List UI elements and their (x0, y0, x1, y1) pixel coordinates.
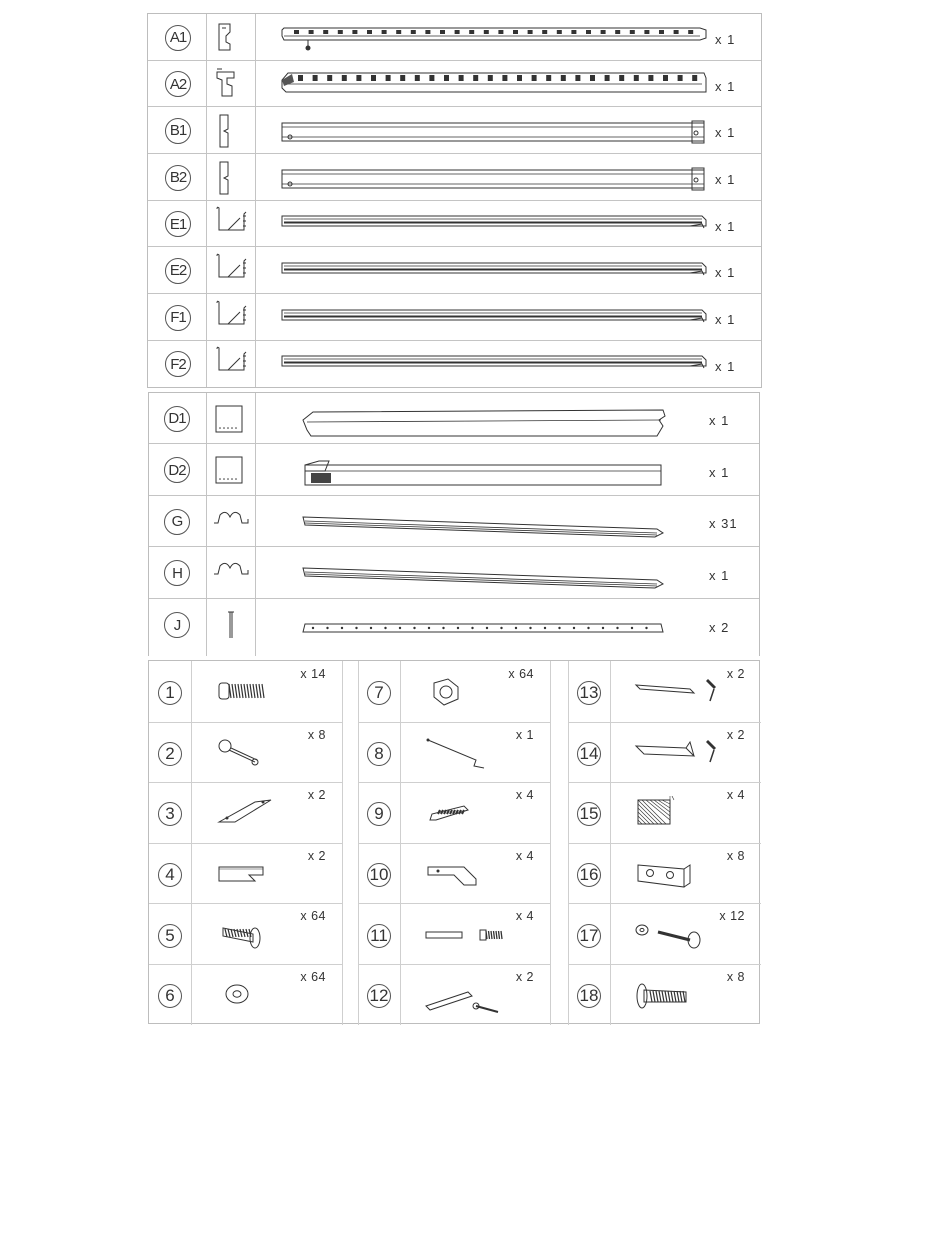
grid-line (342, 661, 343, 1025)
item-number: 8 (367, 742, 391, 766)
quantity: x 1 (715, 78, 736, 94)
cross-section-icon (214, 253, 250, 289)
angle-plate-icon (424, 857, 510, 893)
quantity: x 8 (307, 727, 326, 742)
hardware-item (358, 903, 550, 964)
quantity: x 2 (515, 970, 534, 984)
hardware-table (148, 660, 760, 1024)
part-label: F2 (165, 351, 191, 377)
quantity: x 2 (726, 667, 745, 681)
quantity: x 4 (515, 848, 534, 863)
beam-row (149, 393, 759, 444)
hardware-item (568, 782, 761, 843)
beam-row (149, 444, 759, 496)
hardware-item (358, 782, 550, 843)
part-drawing (280, 117, 708, 145)
item-number: 6 (158, 984, 182, 1008)
hardware-item (568, 661, 761, 722)
profile-row (148, 341, 761, 387)
profile-row (148, 61, 761, 107)
item-number: 16 (577, 863, 601, 887)
part-drawing (280, 210, 708, 238)
profile-row (148, 201, 761, 247)
item-number: 18 (577, 984, 601, 1008)
profile-row (148, 14, 761, 61)
quantity: x 1 (715, 32, 736, 47)
part-label: J (164, 612, 190, 638)
washer-and-screw-icon (634, 918, 720, 954)
hardware-item (358, 722, 550, 783)
part-drawing (280, 257, 708, 285)
item-number: 5 (158, 924, 182, 948)
quantity: x 1 (715, 265, 736, 280)
cross-section-icon (214, 20, 250, 56)
part-drawing (280, 350, 708, 378)
nut-icon (424, 675, 510, 711)
hardware-item (149, 722, 342, 783)
bolt-icon (215, 675, 301, 711)
hardware-item (149, 843, 342, 904)
profiles-table (147, 13, 762, 388)
hardware-item (358, 964, 550, 1025)
item-number: 4 (158, 863, 182, 887)
grid-line (550, 661, 551, 1025)
beams-table (148, 392, 760, 656)
strap-and-screw-icon (424, 978, 510, 1014)
beam-row (149, 599, 759, 651)
part-drawing (280, 70, 708, 98)
part-label: B2 (165, 165, 191, 191)
quantity: x 1 (709, 413, 730, 428)
quantity: x 4 (515, 909, 534, 924)
quantity: x 1 (715, 358, 736, 374)
cross-section-icon (214, 346, 250, 382)
bracket-plate-icon (215, 857, 301, 893)
item-number: 15 (577, 802, 601, 826)
item-number: 2 (158, 742, 182, 766)
item-number: 13 (577, 681, 601, 705)
cross-section-icon (214, 206, 250, 242)
item-number: 11 (367, 924, 391, 948)
item-number: 17 (577, 924, 601, 948)
hardware-item (149, 903, 342, 964)
item-number: 14 (577, 742, 601, 766)
part-label: G (164, 509, 190, 535)
hex-bolt-icon (634, 978, 720, 1014)
item-number: 7 (367, 681, 391, 705)
quantity: x 64 (300, 970, 326, 984)
wrench-icon (215, 736, 301, 772)
part-label: H (164, 560, 190, 586)
hardware-item (149, 964, 342, 1025)
part-drawing (301, 511, 667, 541)
mesh-pad-icon (634, 796, 720, 832)
part-label: A1 (165, 25, 191, 51)
quantity: x 1 (715, 172, 736, 187)
part-label: B1 (165, 118, 191, 144)
item-number: 1 (158, 681, 182, 705)
quantity: x 8 (726, 848, 745, 863)
cross-section-icon (214, 300, 250, 336)
quantity: x 14 (300, 667, 326, 681)
part-drawing (301, 614, 667, 644)
part-label: D1 (164, 406, 190, 432)
item-number: 12 (367, 984, 391, 1008)
part-label: A2 (165, 71, 191, 97)
cross-section-icon (214, 113, 250, 149)
item-number: 9 (367, 802, 391, 826)
item-number: 3 (158, 802, 182, 826)
part-drawing (280, 24, 708, 52)
cross-section-icon (214, 160, 250, 196)
profile-row (148, 154, 761, 201)
quantity: x 1 (515, 727, 534, 742)
quantity: x 1 (715, 218, 736, 234)
washer-icon (215, 978, 301, 1014)
flange-bolt-icon (215, 918, 301, 954)
part-drawing (301, 408, 667, 438)
profile-row (148, 107, 761, 154)
connector-block-icon (634, 857, 720, 893)
quantity: x 2 (307, 788, 326, 803)
quantity: x 4 (515, 788, 534, 803)
hardware-item (149, 782, 342, 843)
quantity: x 1 (709, 567, 730, 583)
part-drawing (301, 562, 667, 592)
quantity: x 1 (715, 312, 736, 327)
part-label: F1 (165, 305, 191, 331)
quantity: x 64 (508, 667, 534, 681)
part-drawing (280, 304, 708, 332)
hardware-item (358, 661, 550, 722)
quantity: x 2 (726, 727, 745, 742)
quantity: x 8 (726, 970, 745, 984)
plate-icon (215, 796, 301, 832)
cross-section-icon (212, 608, 252, 642)
quantity: x 2 (307, 848, 326, 863)
hardware-item (568, 964, 761, 1025)
part-label: E2 (165, 258, 191, 284)
quantity: x 2 (709, 619, 730, 635)
part-drawing (301, 459, 667, 489)
flat-clip-and-screw-icon (634, 675, 720, 711)
quantity: x 31 (709, 516, 738, 531)
hardware-item (149, 661, 342, 722)
cross-section-icon (212, 402, 252, 436)
profile-row (148, 247, 761, 294)
profile-row (148, 294, 761, 341)
cross-section-icon (212, 453, 252, 487)
quantity: x 12 (719, 909, 745, 924)
hardware-item (568, 722, 761, 783)
hardware-item (358, 843, 550, 904)
hardware-item (568, 843, 761, 904)
quantity: x 1 (715, 125, 736, 140)
cross-section-icon (212, 556, 252, 590)
beam-row (149, 496, 759, 547)
foot-bracket-icon (424, 796, 510, 832)
part-label: E1 (165, 211, 191, 237)
bar-and-bolt-icon (424, 918, 510, 954)
channel-clip-and-screw-icon (634, 736, 720, 772)
part-label: D2 (164, 457, 190, 483)
beam-row (149, 547, 759, 599)
cross-section-icon (214, 66, 250, 102)
crank-rod-icon (424, 736, 510, 772)
quantity: x 1 (709, 464, 730, 480)
hardware-item (568, 903, 761, 964)
quantity: x 4 (726, 788, 745, 803)
part-drawing (280, 164, 708, 192)
cross-section-icon (212, 505, 252, 539)
item-number: 10 (367, 863, 391, 887)
quantity: x 64 (300, 909, 326, 924)
